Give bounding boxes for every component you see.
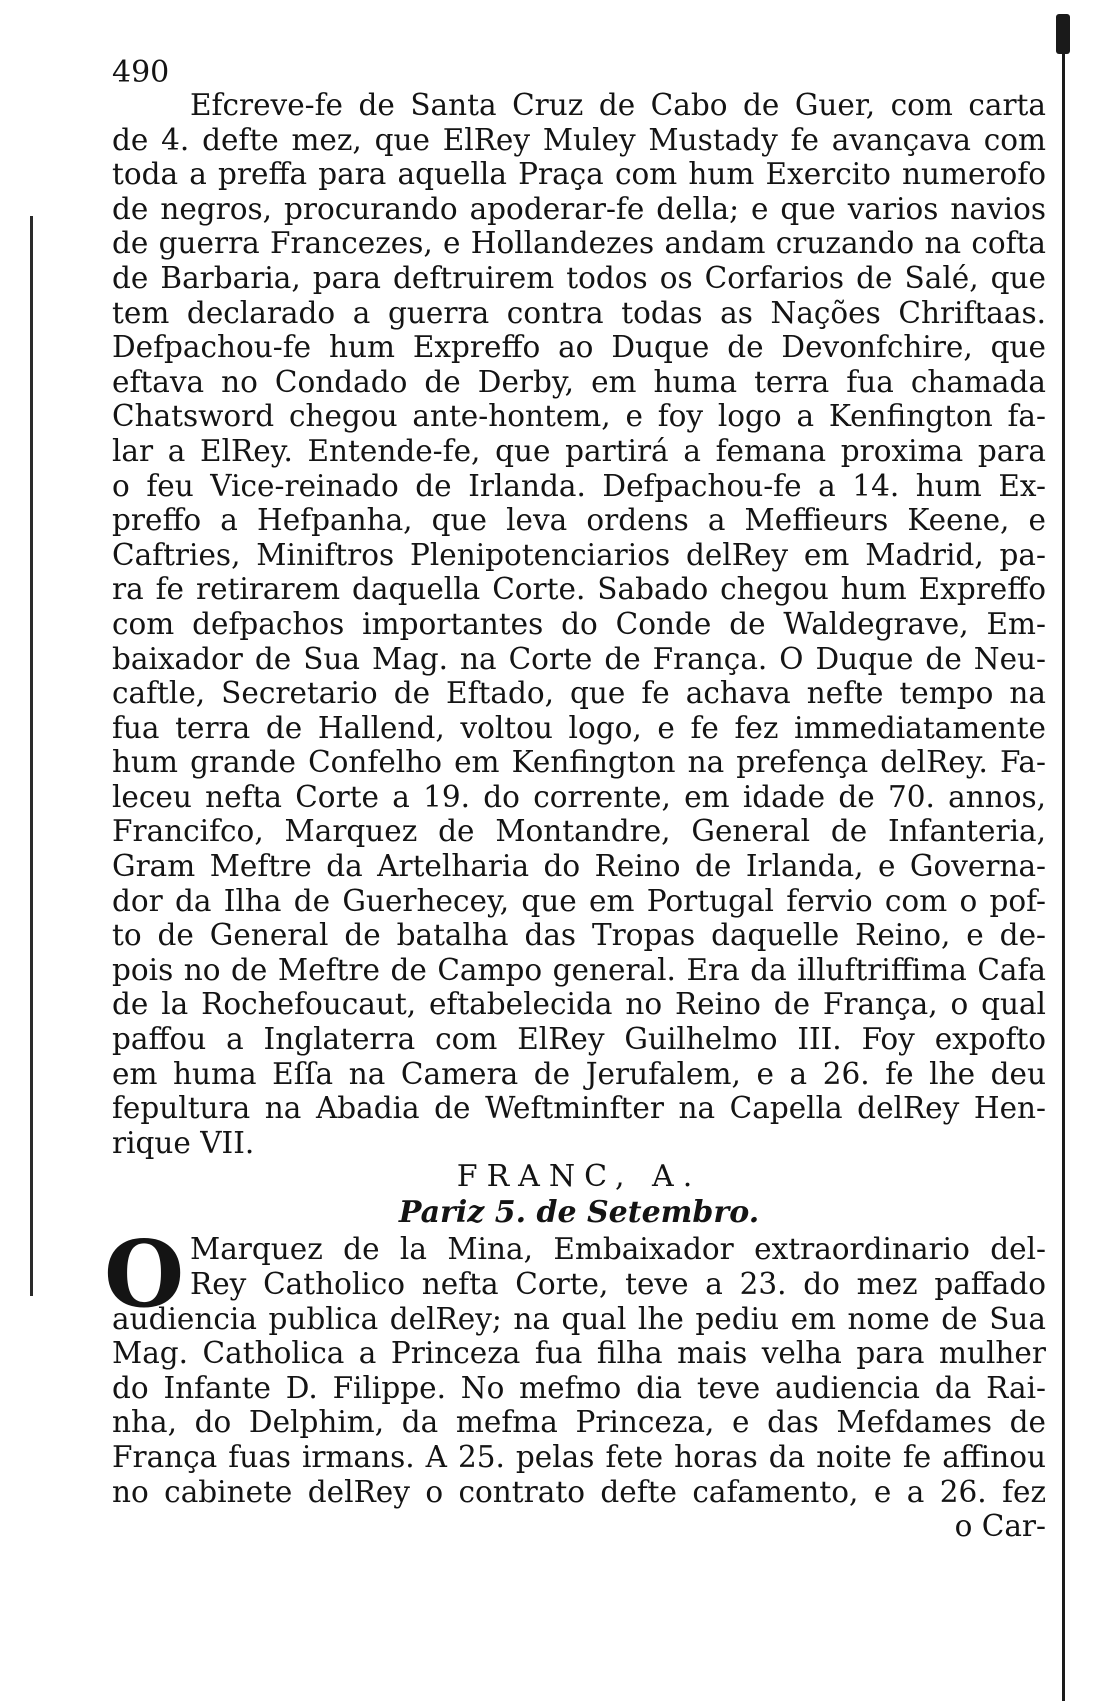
text-line: Efcreve-fe de Santa Cruz de Cabo de Guer, com carta: [190, 88, 1046, 122]
paragraph-london-news: [112, 88, 1046, 1160]
catchword: o Car-: [954, 1509, 1046, 1544]
text-line: fua terra de Hallend, voltou logo, e fe fez immediatamente: [112, 710, 1046, 745]
text-line: Marquez de la Mina, Embaixador extraordinario del-: [190, 1232, 1046, 1267]
drop-cap: O: [104, 1220, 185, 1329]
text-line: to de General de batalha das Tropas daquelle Reino, e de-: [112, 918, 1046, 953]
article-text: [104, 88, 1046, 1544]
text-line: preffo a Hefpanha, que leva ordens a Meffieurs Keene, e: [112, 503, 1046, 538]
text-line: lar a ElRey. Entende-fe, que partirá a femana proxima para: [112, 433, 1046, 468]
text-line: no cabinete delRey o contrato defte cafamento, e a 26. fez: [112, 1474, 1046, 1509]
text-line: audiencia publica delRey; na qual lhe pediu em nome de Sua: [112, 1301, 1046, 1336]
text-line: em huma Eſſa na Camera de Jerufalem, e a 26. fe lhe deu: [112, 1056, 1046, 1091]
text-line: toda a preffa para aquella Praça com hum Exercito numerofo: [112, 157, 1046, 192]
text-line: tem declarado a guerra contra todas as Nações Chriftaas.: [112, 295, 1046, 330]
binding-edge-line: [1062, 16, 1065, 1701]
text-line: de Barbaria, para deftruirem todos os Corfarios de Salé, que: [112, 260, 1046, 295]
text-line: Gram Meftre da Artelharia do Reino de Irlanda, e Governa-: [112, 849, 1046, 884]
text-line: paffou a Inglaterra com ElRey Guilhelmo III. Foy expofto: [112, 1022, 1046, 1057]
text-line: o feu Vice-reinado de Irlanda. Defpachou-fe a 14. hum Ex-: [112, 468, 1046, 503]
text-line: de 4. defte mez, que ElRey Muley Mustady fe avançava com: [112, 122, 1046, 157]
paragraph-paris-news: [104, 1220, 1046, 1509]
page-number: 490: [112, 55, 170, 90]
text-line: nha, do Delphim, da mefma Princeza, e das Mefdames de: [112, 1405, 1046, 1440]
text-line: baixador de Sua Mag. na Corte de França. O Duque de Neu-: [112, 641, 1046, 676]
text-line: Francifco, Marquez de Montandre, General de Infanteria,: [112, 814, 1046, 849]
text-line: leceu nefta Corte a 19. do corrente, em idade de 70. annos,: [112, 779, 1046, 814]
text-line: Defpachou-fe hum Expreffo ao Duque de Devonfchire, que: [112, 330, 1046, 365]
text-line: Caftries, Miniftros Plenipotenciarios delRey em Madrid, pa-: [112, 537, 1046, 572]
text-line: de la Rochefoucaut, eftabelecida no Reino de França, o qual: [112, 987, 1046, 1022]
text-line: eftava no Condado de Derby, em huma terra fua chamada: [112, 364, 1046, 399]
text-line: caftle, Secretario de Eftado, que fe achava nefte tempo na: [112, 676, 1046, 711]
text-line: com defpachos importantes do Conde de Waldegrave, Em-: [112, 606, 1046, 641]
text-line: Rey Catholico nefta Corte, teve a 23. do mez paffado: [190, 1267, 1046, 1301]
text-line: rique VII.: [112, 1125, 255, 1160]
text-line: Mag. Catholica a Princeza fua filha mais velha para mulher: [112, 1336, 1046, 1371]
section-heading: FRANC, A.: [456, 1159, 702, 1195]
text-line: pois no de Meftre de Campo general. Era da illuftriffima Cafa: [112, 952, 1046, 987]
page-margin-line: [30, 216, 33, 1296]
section-dateline: Pariz 5. de Setembro.: [398, 1195, 760, 1231]
text-line: ra fe retirarem daquella Corte. Sabado chegou hum Expreffo: [112, 572, 1046, 607]
text-line: de negros, procurando apoderar-fe della; e que varios navios: [112, 191, 1046, 226]
text-line: do Infante D. Filippe. No mefmo dia teve audiencia da Rai-: [112, 1370, 1046, 1405]
text-line: de guerra Francezes, e Hollandezes andam cruzando na cofta: [112, 226, 1046, 261]
text-line: fepultura na Abadia de Weftminfter na Capella delRey Hen-: [112, 1091, 1046, 1126]
text-line: dor da Ilha de Guerhecey, que em Portugal fervio com o pof-: [112, 883, 1046, 918]
text-line: Chatsword chegou ante-hontem, e foy logo a Kenfington fa-: [112, 399, 1046, 434]
text-line: França fuas irmans. A 25. pelas fete horas da noite fe affinou: [112, 1439, 1046, 1474]
text-line: hum grande Confelho em Kenfington na prefença delRey. Fa-: [112, 745, 1046, 780]
